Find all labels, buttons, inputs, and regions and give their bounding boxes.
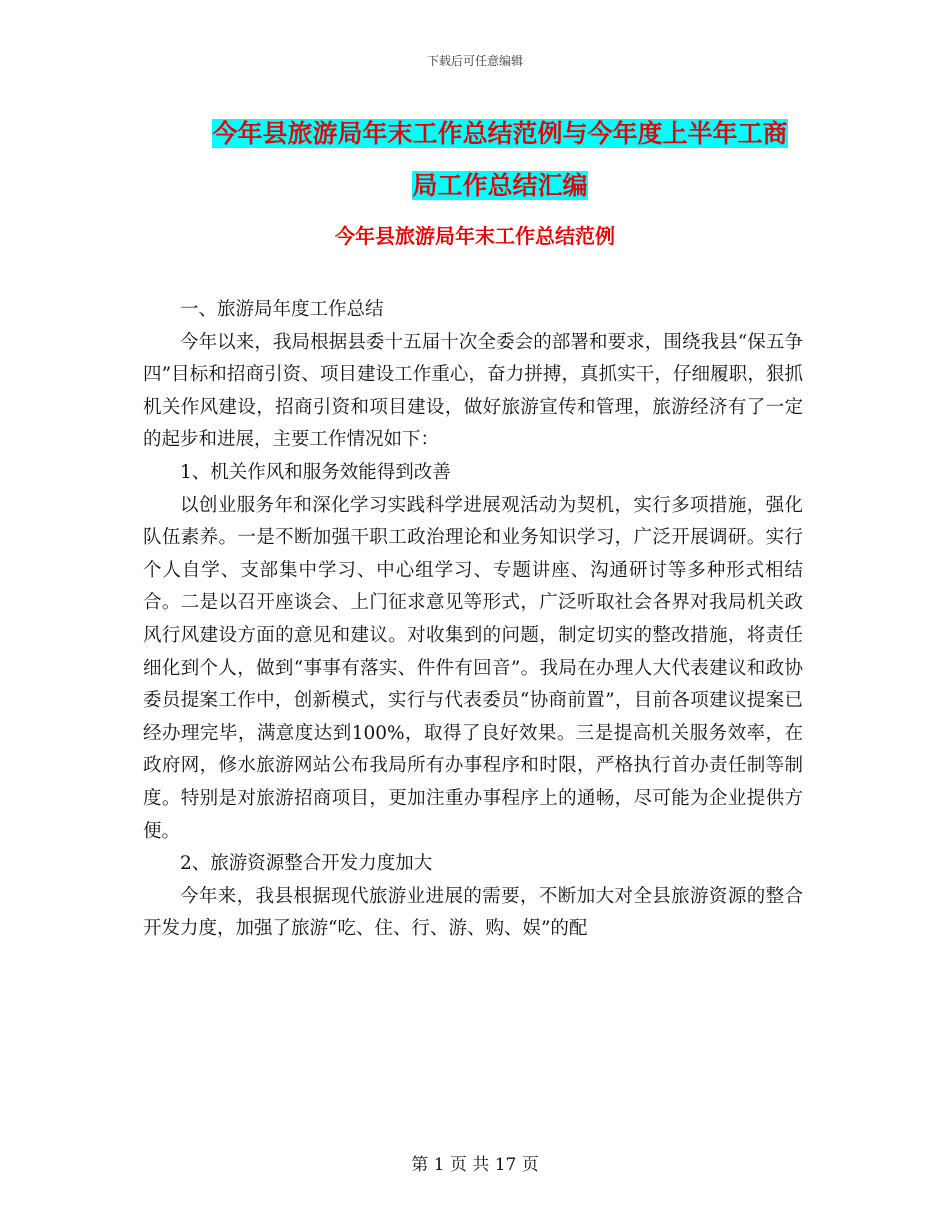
page-number: 第 1 页 共 17 页 [411,1155,539,1175]
heading-resource-integration: 2、旅游资源整合开发力度加大 [180,853,433,875]
document-body [143,294,803,946]
section-title: 今年县旅游局年末工作总结范例 [335,224,615,248]
header-note: 下载后可任意编辑 [426,54,523,68]
document-title [140,108,860,212]
paragraph-intro: 今年以来，我局根据县委十五届十次全委会的部署和要求，围绕我县“保五争四”目标和招商引资、项目建设工作重心，奋力拼搏，真抓实干，仔细履职，狠抓机关作风建设，招商引资和项目建设，做好旅游宣传和管理，旅游经济有了一定的起步和进展，主要工作情况如下： [143,331,803,451]
heading-annual-summary: 一、旅游局年度工作总结 [180,299,384,320]
document-title-line-1: 今年县旅游局年末工作总结范例与今年度上半年工商 [212,119,788,148]
document-title-line-2: 局工作总结汇编 [412,171,588,200]
paragraph-work-style: 以创业服务年和深化学习实践科学进展观活动为契机，实行多项措施，强化队伍素养。一是不断加强干职工政治理论和业务知识学习，广泛开展调研。实行个人自学、支部集中学习、中心组学习、专题讲座、沟通研讨等多种形式相结合。二是以召开座谈会、上门征求意见等形式，广泛听取社会各界对我局机关政风行风建设方面的意见和建议。对收集到的问题，制定切实的整改措施，将责任细化到个人，做到“事事有落实、件件有回音”。我局在办理人大代表建议和政协委员提案工作中，创新模式，实行与代表委员“协商前置”，目前各项建议提案已经办理完毕，满意度达到100%，取得了良好效果。三是提高机关服务效率，在政府网，修水旅游网站公布我局所有办事程序和时限，严格执行首办责任制等制度。特别是对旅游招商项目，更加注重办事程序上的通畅，尽可能为企业提供方便。 [143,494,803,842]
paragraph-resource-integration: 今年来，我县根据现代旅游业进展的需要，不断加大对全县旅游资源的整合开发力度，加强了旅游“吃、住、行、游、购、娱”的配 [143,885,803,940]
heading-work-style: 1、机关作风和服务效能得到改善 [180,461,451,483]
